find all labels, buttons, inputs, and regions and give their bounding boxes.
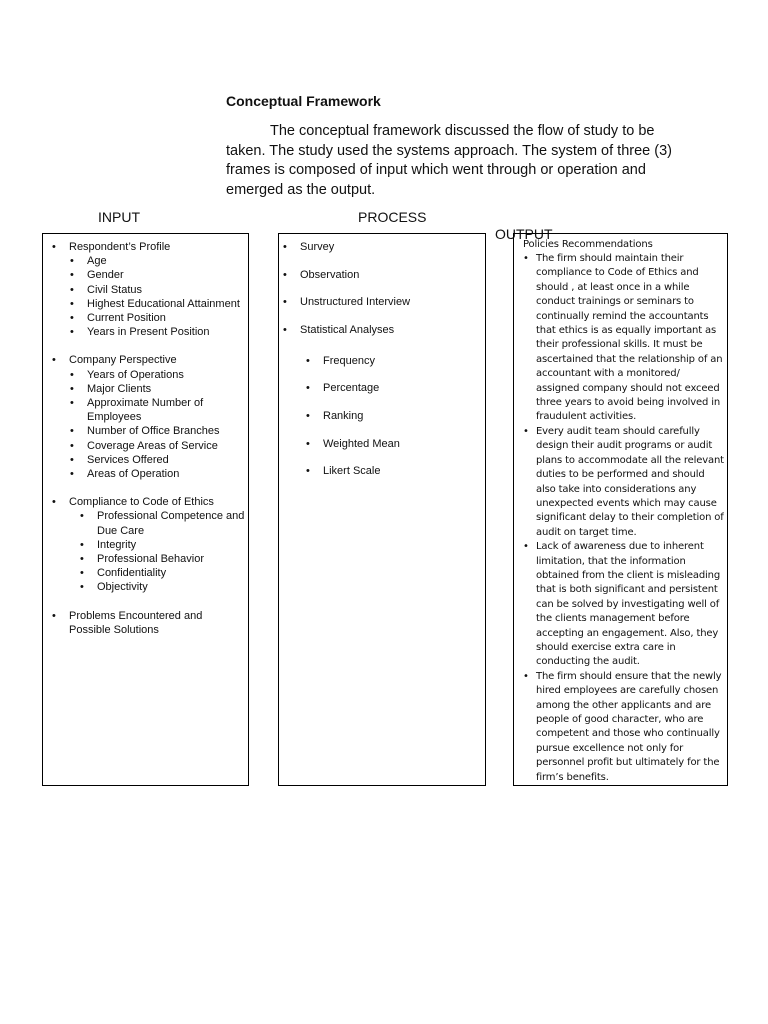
process-list — [300, 240, 480, 492]
list-item: • Areas of Operation — [87, 467, 245, 481]
output-heading: Policies Recommendations — [523, 239, 653, 250]
process-box — [278, 233, 486, 786]
input-group-label: Respondent’s Profile — [69, 241, 171, 253]
process-statistical-analyses — [300, 323, 480, 478]
input-group-problems — [69, 609, 245, 637]
process-header: PROCESS — [358, 209, 427, 225]
list-item-label: Statistical Analyses — [300, 323, 395, 336]
list-item: • The firm should maintain their compliance to Code of Ethics and should , at least once in a while conduct trainings or seminars to continually remind the accountants that ethics is as equally important as their professional skills. It must be ascertained that the relationship of an accountant with a monitored/ assigned company should not exceed three years to avoid being involved in fraudulent activities. — [523, 252, 725, 425]
list-item: • Professional Competence and Due Care — [97, 509, 245, 537]
list-item: • Number of Office Branches — [87, 424, 245, 438]
input-list — [69, 240, 245, 651]
input-group-respondent-profile — [69, 240, 245, 339]
list-item: • Gender — [87, 268, 245, 282]
input-sublist — [69, 254, 245, 339]
input-header: INPUT — [98, 209, 140, 225]
list-item: • Current Position — [87, 311, 245, 325]
list-item: • Services Offered — [87, 453, 245, 467]
input-sublist — [69, 368, 245, 482]
list-item: • The firm should ensure that the newly hired employees are carefully chosen among the other applicants and are people of good character, who are competent and those who continually pursue excellence not only for personnel profit but ultimately for the firm’s benefits. — [523, 670, 725, 785]
list-item: • Confidentiality — [97, 566, 245, 580]
list-item: • Every audit team should carefully design their audit programs or audit plans to accommodate all the relevant duties to be performed and should also take into considerations any unexpected events which may cause significant delay to their completion of audit on target time. — [523, 425, 725, 540]
list-item: • Weighted Mean — [323, 437, 480, 451]
list-item: • Professional Behavior — [97, 552, 245, 566]
list-item: • Coverage Areas of Service — [87, 439, 245, 453]
input-group-code-of-ethics — [69, 495, 245, 594]
list-item: • Years of Operations — [87, 368, 245, 382]
intro-paragraph: The conceptual framework discussed the flow of study to be taken. The study used the systems approach. The system of three (3) frames is composed of input which went through or operation and emerged as the output. — [226, 123, 672, 198]
list-item: • Observation — [300, 268, 480, 282]
output-header: OUTPUT — [495, 226, 553, 242]
list-item: • Civil Status — [87, 283, 245, 297]
input-group-label: Compliance to Code of Ethics — [69, 496, 214, 509]
input-sublist — [69, 509, 245, 594]
list-item: • Age — [87, 254, 245, 268]
list-item: • Lack of awareness due to inherent limitation, that the information obtained from the client is misleading that is both significant and persistent can be solved by investigating well of the clients management before accepting an engagement. Also, they should exercise extra care in conducting the audit. — [523, 540, 725, 670]
list-item: • Objectivity — [97, 580, 245, 594]
output-list — [523, 252, 725, 785]
input-group-company-perspective — [69, 353, 245, 481]
list-item: • Years in Present Position — [87, 325, 245, 339]
list-item: • Integrity — [97, 538, 245, 552]
input-group-label: Problems Encountered and Possible Solutions — [69, 609, 203, 636]
input-box — [42, 233, 249, 786]
list-item: • Percentage — [323, 381, 480, 395]
list-item: • Highest Educational Attainment — [87, 297, 245, 311]
output-box — [513, 233, 728, 786]
process-sublist — [300, 354, 480, 478]
list-item: • Frequency — [323, 354, 480, 368]
input-group-label: Company Perspective — [69, 354, 177, 367]
list-item: • Likert Scale — [323, 464, 480, 478]
list-item: • Major Clients — [87, 382, 245, 396]
document-title: Conceptual Framework — [226, 93, 381, 109]
list-item: • Unstructured Interview — [300, 295, 480, 309]
list-item: • Approximate Number of Employees — [87, 396, 245, 424]
list-item: • Survey — [300, 240, 480, 254]
list-item: • Ranking — [323, 409, 480, 423]
